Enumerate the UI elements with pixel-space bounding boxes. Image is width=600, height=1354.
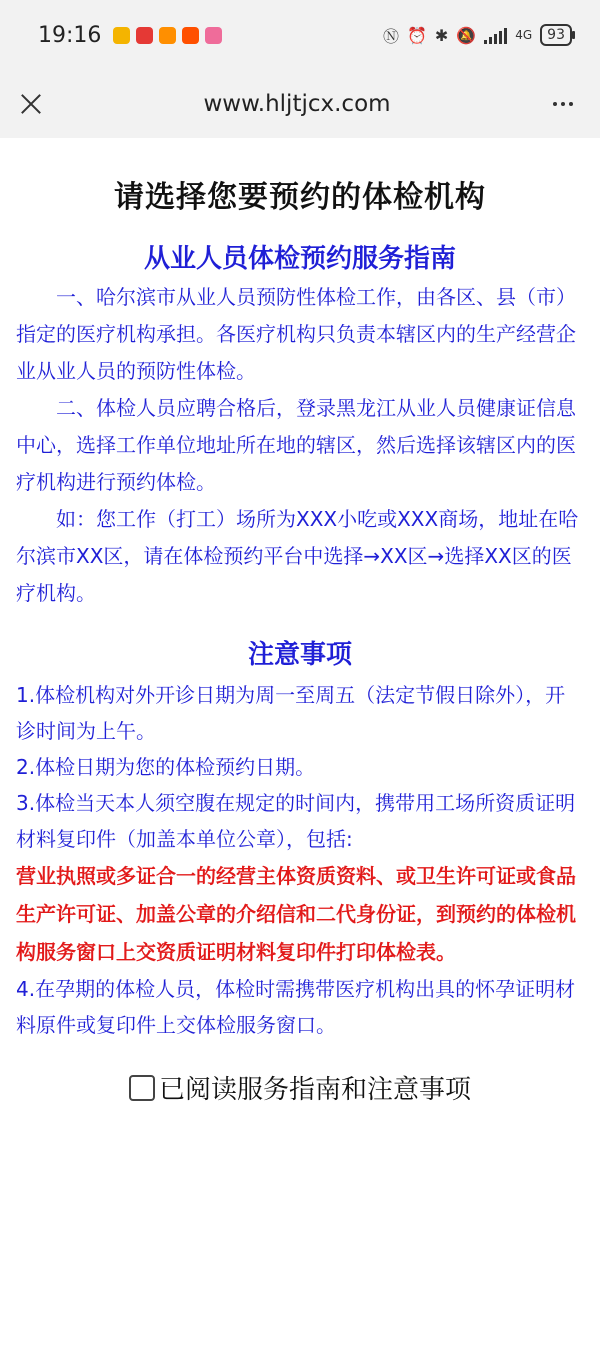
- app-icon-red: [136, 27, 153, 44]
- app-icon-taobao: [182, 27, 199, 44]
- close-icon[interactable]: [18, 91, 44, 117]
- guide-paragraph-3: 如：您工作（打工）场所为XXX小吃或XXX商场，地址在哈尔滨市XX区，请在体检预约平台中选择→XX区→选择XX区的医疗机构。: [16, 507, 579, 605]
- guide-paragraph-1: 一、哈尔滨市从业人员预防性体检工作，由各区、县（市）指定的医疗机构承担。各医疗机构只负责本辖区内的生产经营企业从业人员的预防性体检。: [16, 285, 576, 383]
- guide-paragraph-2: 二、体检人员应聘合格后，登录黑龙江从业人员健康证信息中心，选择工作单位地址所在地的辖区，然后选择该辖区内的医疗机构进行预约体检。: [16, 396, 576, 494]
- app-icon-orange: [159, 27, 176, 44]
- notes-title: 注意事项: [247, 640, 352, 670]
- network-type: 4G: [515, 28, 533, 42]
- status-left: [38, 23, 222, 48]
- nfc-icon: Ⓝ: [382, 26, 399, 46]
- page-title: 请选择您要预约的体检机构: [114, 180, 486, 215]
- guide-title: 从业人员体检预约服务指南: [143, 244, 456, 274]
- agree-row[interactable]: [16, 1069, 584, 1106]
- signal-icon: [484, 26, 507, 44]
- more-options-icon[interactable]: [550, 91, 576, 117]
- browser-nav-bar: [0, 70, 600, 138]
- alarm-icon: ⏰: [406, 25, 427, 45]
- url-display[interactable]: www.hljtjcx.com: [203, 91, 391, 117]
- status-bar: [0, 0, 600, 70]
- app-icon-yellow: [113, 27, 130, 44]
- main-content: [0, 172, 600, 1106]
- note-3-required-documents: 营业执照或多证合一的经营主体资质资料、或卫生许可证或食品生产许可证、加盖公章的介绍信和二代身份证，到预约的体检机构服务窗口上交资质证明材料复印件打印体检表。: [16, 864, 576, 964]
- bluetooth-icon: ✱: [434, 25, 449, 45]
- agree-label[interactable]: 已阅读服务指南和注意事项: [158, 1075, 471, 1105]
- agree-checkbox[interactable]: [129, 1075, 155, 1101]
- status-time: 19:16: [38, 22, 102, 48]
- note-1: 1.体检机构对外开诊日期为周一至周五（法定节假日除外），开诊时间为上午。: [16, 683, 566, 743]
- status-right: [383, 24, 572, 47]
- note-2: 2.体检日期为您的体检预约日期。: [16, 755, 316, 779]
- note-4: 4.在孕期的体检人员，体检时需携带医疗机构出具的怀孕证明材料原件或复印件上交体检服务窗口。: [16, 977, 576, 1037]
- mute-icon: 🔕: [456, 25, 477, 45]
- note-3: 3.体检当天本人须空腹在规定的时间内，携带用工场所资质证明材料复印件（加盖本单位公章），包括:: [16, 791, 576, 851]
- battery-indicator: 93: [540, 24, 572, 46]
- app-icon-pink: [205, 27, 222, 44]
